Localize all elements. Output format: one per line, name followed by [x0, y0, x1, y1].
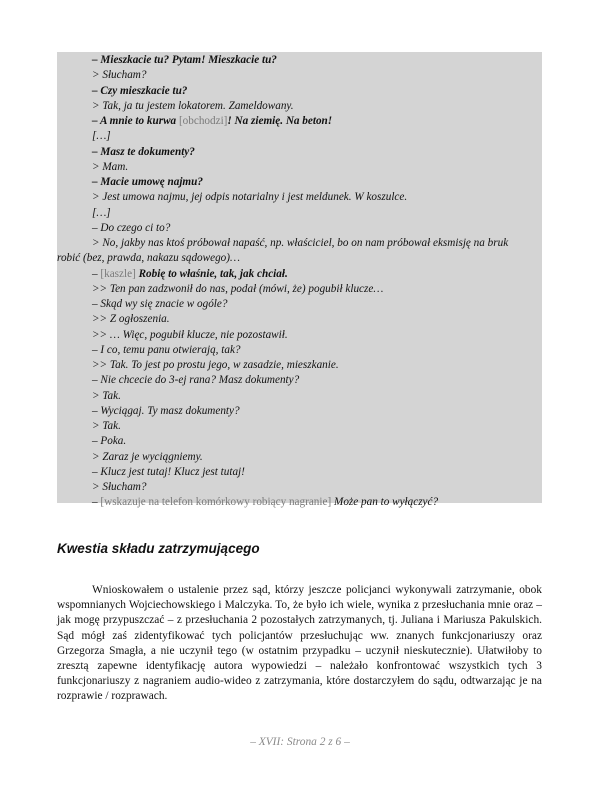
transcript-line	[57, 282, 542, 297]
transcript-line	[57, 68, 542, 83]
transcript-line	[57, 114, 542, 129]
line-text: –	[92, 496, 101, 509]
page-footer: – XVII: Strona 2 z 6 –	[250, 736, 350, 748]
transcript-line	[57, 84, 542, 99]
transcript-line	[57, 480, 542, 495]
transcript-line	[57, 206, 542, 221]
transcript-line	[57, 419, 542, 434]
transcript-line	[57, 404, 542, 419]
line-text: […]	[92, 130, 111, 143]
line-text: > Słucham?	[92, 481, 147, 493]
line-text: > Jest umowa najmu, jej odpis notarialny i jest meldunek. W koszulce.	[92, 191, 408, 204]
transcript-line	[57, 450, 542, 465]
transcript-line	[57, 267, 542, 282]
transcript-line	[57, 495, 542, 510]
line-text: Robię to właśnie, tak, jak chciał.	[135, 267, 288, 280]
line-text: – Wyciągaj. Ty masz dokumenty?	[92, 404, 240, 417]
line-text: > Zaraz je wyciągniemy.	[92, 450, 203, 463]
section-heading: Kwestia składu zatrzymującego	[57, 541, 260, 556]
line-text: – Do czego ci to?	[92, 221, 171, 234]
transcript-line	[57, 328, 542, 343]
line-text-continuation: robić (bez, prawda, nakazu sądowego)…	[57, 252, 240, 265]
line-text: – Klucz jest tutaj! Klucz jest tutaj!	[92, 465, 245, 478]
transcript-line	[57, 389, 542, 404]
line-text: ! Na ziemię. Na beton!	[227, 115, 333, 127]
transcript-line	[57, 221, 542, 236]
line-text: > No, jakby nas ktoś próbował napaść, np. właściciel, bo on nam próbował eksmisję na bruk	[92, 237, 509, 249]
transcript-line	[57, 175, 542, 190]
line-text: – Masz te dokumenty?	[92, 145, 195, 158]
transcript-line	[57, 358, 542, 373]
line-text: >> Z ogłoszenia.	[92, 313, 170, 326]
transcript-line	[57, 99, 542, 114]
line-text: – Czy mieszkacie tu?	[92, 84, 188, 97]
line-text: > Tak.	[92, 389, 121, 402]
line-text: > Tak.	[92, 420, 121, 432]
transcript-line	[57, 160, 542, 175]
line-text: >> … Więc, pogubił klucze, nie pozostawił.	[92, 328, 288, 341]
transcript-line	[57, 129, 542, 144]
transcript-line	[57, 373, 542, 388]
line-text: – Mieszkacie tu? Pytam! Mieszkacie tu?	[92, 54, 277, 66]
transcript-line	[57, 465, 542, 480]
line-text: – I co, temu panu otwierają, tak?	[92, 343, 241, 356]
transcript-line	[57, 434, 542, 449]
transcript-line	[57, 190, 542, 205]
transcript-line	[57, 53, 542, 68]
transcript-line	[57, 297, 542, 312]
line-text: – Skąd wy się znacie w ogóle?	[92, 298, 228, 310]
transcript-line	[57, 145, 542, 160]
line-text: > Mam.	[92, 160, 129, 173]
line-text: […]	[92, 206, 111, 219]
body-paragraph: Wnioskowałem o ustalenie przez sąd, którzy jeszcze policjanci wykonywali zatrzymanie, obok wspomnianych Wojciechowskiego i Malczyka. To, że było ich wiele, wynika z przesłuchania mnie oraz – jak mogę przypuszczać – z przesłuchania 2 pozostałych zatrzymanych, tj. Juliana i Mariusza Pakulskich. Sąd mógł zaś zidentyfikować tych policjantów przesłuchując ww. znanych funkcjonariuszy oraz Grzegorza Smagła, a nie uczynił tego (w ostatnim przypadku – uczynił nieskutecznie). Ułatwiłoby to zresztą zapewne identyfikację autora wypowiedzi – należało konfrontować wszystkich tych 3 funkcjonariuszy z nagraniem audio-wideo z zatrzymania, które dostarczyłem do sądu, odtwarzając je na rozprawie / rozprawach.	[57, 584, 542, 703]
line-text: > Tak, ja tu jestem lokatorem. Zameldowany.	[92, 99, 294, 112]
line-text: – A mnie to kurwa	[92, 115, 179, 127]
transcript-line	[57, 312, 542, 327]
line-text: – Nie chcecie do 3-ej rana? Masz dokumenty?	[92, 374, 300, 387]
line-text: –	[92, 267, 101, 280]
line-text: – Macie umowę najmu?	[92, 176, 203, 188]
line-text: Może pan to wyłączyć?	[331, 496, 439, 509]
transcript-line	[57, 343, 542, 358]
stage-note: [kaszle]	[100, 267, 136, 280]
stage-note: [obchodzi]	[178, 115, 228, 127]
line-text: >> Tak. To jest po prostu jego, w zasadzie, mieszkanie.	[92, 359, 339, 371]
stage-note: [wskazuje na telefon komórkowy robiący nagranie]	[100, 496, 332, 509]
line-text: > Słucham?	[92, 69, 147, 82]
line-text: >> Ten pan zadzwonił do nas, podał (mówi, że) pogubił klucze…	[92, 282, 384, 295]
transcript-block	[57, 52, 542, 509]
line-text: – Poka.	[92, 435, 127, 448]
transcript-line	[57, 236, 542, 267]
